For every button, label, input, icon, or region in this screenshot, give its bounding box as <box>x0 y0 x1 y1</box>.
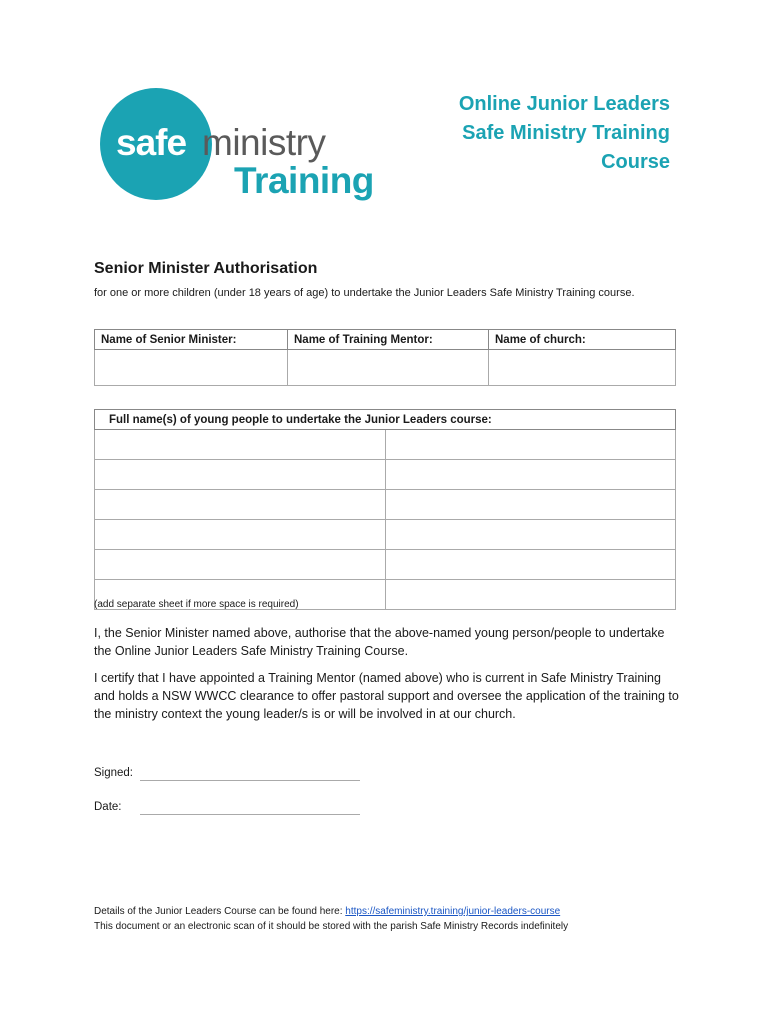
young-person-field[interactable] <box>95 520 386 550</box>
logo-ministry-text: ministry <box>202 122 326 163</box>
young-person-field[interactable] <box>95 460 386 490</box>
course-title-line: Course <box>601 151 670 173</box>
signed-label: Signed: <box>94 767 134 779</box>
names-table <box>94 329 676 386</box>
young-person-field[interactable] <box>385 580 676 610</box>
space-note: (add separate sheet if more space is required) <box>94 599 299 610</box>
table-row <box>95 520 676 550</box>
date-label: Date: <box>94 801 122 813</box>
young-person-field[interactable] <box>385 430 676 460</box>
young-person-field[interactable] <box>385 490 676 520</box>
footer-storage-text: This document or an electronic scan of it should be stored with the parish Safe Ministry Records indefinitely <box>94 921 569 932</box>
church-field[interactable] <box>489 350 676 386</box>
senior-minister-header: Name of Senior Minister: <box>95 330 288 350</box>
young-person-field[interactable] <box>95 550 386 580</box>
training-mentor-header: Name of Training Mentor: <box>288 330 489 350</box>
young-person-field[interactable] <box>385 460 676 490</box>
safe-ministry-logo <box>96 84 386 209</box>
church-header: Name of church: <box>489 330 676 350</box>
certification-paragraph: I certify that I have appointed a Training Mentor (named above) who is current in Safe Ministry Training and holds a NSW WWCC clearance to offer pastoral support and oversee the application of the training to the ministry context the young leader/s is or will be involved in at our church. <box>94 671 679 721</box>
young-person-field[interactable] <box>385 520 676 550</box>
table-row <box>95 430 676 460</box>
table-row <box>95 460 676 490</box>
senior-minister-field[interactable] <box>95 350 288 386</box>
course-title <box>370 90 670 177</box>
section-title: Senior Minister Authorisation <box>94 260 318 277</box>
course-link[interactable]: https://safeministry.training/junior-leaders-course <box>345 906 561 917</box>
intro-text: for one or more children (under 18 years of age) to undertake the Junior Leaders Safe Ministry Training course. <box>94 287 635 299</box>
footer-details <box>94 904 568 919</box>
young-people-header: Full name(s) of young people to undertake the Junior Leaders course: <box>95 410 676 430</box>
footer <box>94 904 568 934</box>
course-title-line: Online Junior Leaders <box>458 93 670 115</box>
training-mentor-field[interactable] <box>288 350 489 386</box>
young-person-field[interactable] <box>95 430 386 460</box>
logo-safe-text: safe <box>116 122 187 163</box>
young-person-field[interactable] <box>385 550 676 580</box>
logo-training-text: Training <box>234 160 374 201</box>
course-title-line: Safe Ministry Training <box>462 122 670 144</box>
authorisation-paragraph: I, the Senior Minister named above, authorise that the above-named young person/people to undertake the Online Junior Leaders Safe Ministry Training Course. <box>94 626 665 658</box>
table-row <box>95 490 676 520</box>
table-row <box>95 550 676 580</box>
signature-line[interactable] <box>140 779 360 781</box>
young-people-table <box>94 409 676 610</box>
date-line[interactable] <box>140 813 360 815</box>
footer-details-text: Details of the Junior Leaders Course can be found here: <box>94 906 346 917</box>
young-person-field[interactable] <box>95 490 386 520</box>
